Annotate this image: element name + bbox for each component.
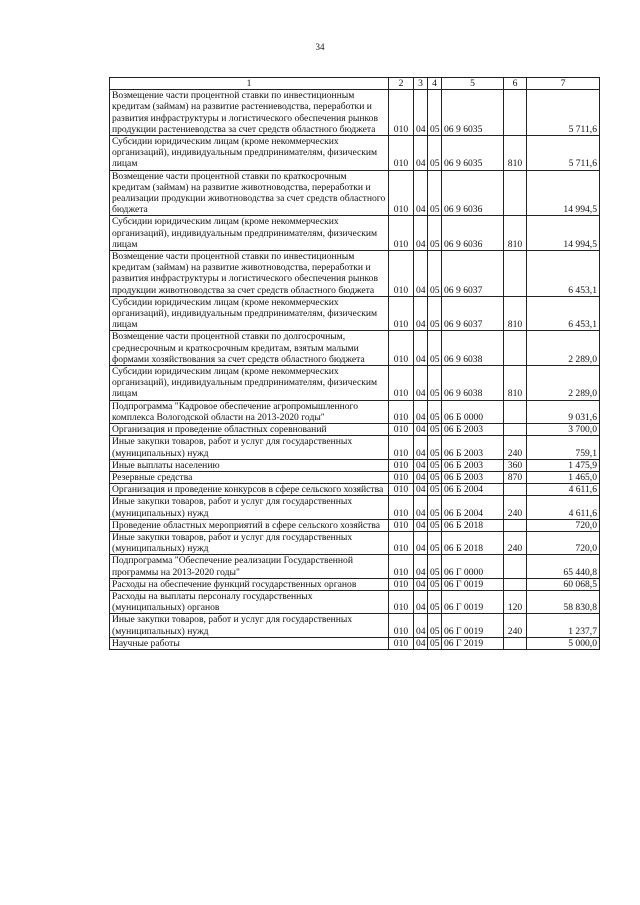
header-cell-target-article: 5 [442, 78, 504, 90]
row-section-cell: 04 [414, 90, 428, 136]
table-row [110, 400, 600, 423]
row-name-cell: Иные закупки товаров, работ и услуг для государственных (муниципальных) нужд [110, 436, 389, 459]
row-subsection-cell: 05 [428, 251, 442, 297]
row-amount-cell: 720,0 [527, 519, 600, 531]
row-name-cell: Субсидии юридическим лицам (кроме некоммерческих организаций), индивидуальным предпринимателям, физическим лицам [110, 136, 389, 171]
table-row [110, 436, 600, 459]
row-expense-type-cell: 810 [504, 296, 527, 331]
row-target-article-cell: 06 Б 2003 [442, 436, 504, 459]
row-name-cell: Возмещение части процентной ставки по долгосрочным, среднесрочным и краткосрочным кредитам, взятым малыми формами хозяйствования за счет средств областного бюджета [110, 331, 389, 366]
row-target-article-cell: 06 Б 2003 [442, 459, 504, 471]
row-subsection-cell: 05 [428, 471, 442, 483]
header-row [110, 78, 600, 90]
row-subsection-cell: 05 [428, 578, 442, 590]
row-expense-type-cell [504, 578, 527, 590]
row-subsection-cell: 05 [428, 484, 442, 496]
row-expense-type-cell [504, 251, 527, 297]
row-subsection-cell: 05 [428, 366, 442, 401]
row-section-cell: 04 [414, 637, 428, 649]
row-subsection-cell: 05 [428, 216, 442, 251]
row-target-article-cell: 06 Г 0019 [442, 590, 504, 613]
row-amount-cell: 759,1 [527, 436, 600, 459]
table-row [110, 331, 600, 366]
row-amount-cell: 4 611,6 [527, 496, 600, 519]
row-amount-cell: 2 289,0 [527, 331, 600, 366]
row-subsection-cell: 05 [428, 400, 442, 423]
table-row [110, 496, 600, 519]
row-section-cell: 04 [414, 400, 428, 423]
row-section-cell: 04 [414, 296, 428, 331]
row-grbs-cell: 010 [389, 459, 414, 471]
row-expense-type-cell: 360 [504, 459, 527, 471]
row-section-cell: 04 [414, 170, 428, 216]
header-cell-expense-type: 6 [504, 78, 527, 90]
row-amount-cell: 6 453,1 [527, 296, 600, 331]
row-section-cell: 04 [414, 555, 428, 578]
row-grbs-cell: 010 [389, 590, 414, 613]
row-grbs-cell: 010 [389, 578, 414, 590]
row-expense-type-cell [504, 424, 527, 436]
row-grbs-cell: 010 [389, 519, 414, 531]
row-subsection-cell: 05 [428, 296, 442, 331]
row-expense-type-cell [504, 555, 527, 578]
row-amount-cell: 58 830,8 [527, 590, 600, 613]
row-target-article-cell: 06 Г 0019 [442, 578, 504, 590]
row-name-cell: Резервные средства [110, 471, 389, 483]
row-grbs-cell: 010 [389, 90, 414, 136]
row-grbs-cell: 010 [389, 216, 414, 251]
row-target-article-cell: 06 9 6035 [442, 136, 504, 171]
row-target-article-cell: 06 Г 0000 [442, 555, 504, 578]
table-row [110, 531, 600, 554]
row-subsection-cell: 05 [428, 424, 442, 436]
row-section-cell: 04 [414, 614, 428, 637]
row-expense-type-cell [504, 331, 527, 366]
row-grbs-cell: 010 [389, 251, 414, 297]
row-amount-cell: 1 475,9 [527, 459, 600, 471]
row-target-article-cell: 06 Г 2019 [442, 637, 504, 649]
row-amount-cell: 1 237,7 [527, 614, 600, 637]
row-subsection-cell: 05 [428, 331, 442, 366]
row-expense-type-cell: 240 [504, 531, 527, 554]
row-target-article-cell: 06 Б 2018 [442, 531, 504, 554]
row-amount-cell: 2 289,0 [527, 366, 600, 401]
table-row [110, 484, 600, 496]
table-row [110, 555, 600, 578]
row-amount-cell: 5 711,6 [527, 90, 600, 136]
header-cell-subsection: 4 [428, 78, 442, 90]
row-section-cell: 04 [414, 471, 428, 483]
row-subsection-cell: 05 [428, 90, 442, 136]
row-amount-cell: 14 994,5 [527, 170, 600, 216]
row-subsection-cell: 05 [428, 136, 442, 171]
row-target-article-cell: 06 9 6036 [442, 216, 504, 251]
row-grbs-cell: 010 [389, 496, 414, 519]
row-expense-type-cell: 810 [504, 136, 527, 171]
row-section-cell: 04 [414, 519, 428, 531]
row-grbs-cell: 010 [389, 436, 414, 459]
row-amount-cell: 720,0 [527, 531, 600, 554]
row-grbs-cell: 010 [389, 555, 414, 578]
row-section-cell: 04 [414, 496, 428, 519]
page-number: 34 [315, 42, 325, 52]
header-cell-grbs: 2 [389, 78, 414, 90]
row-amount-cell: 6 453,1 [527, 251, 600, 297]
row-grbs-cell: 010 [389, 136, 414, 171]
row-amount-cell: 65 440,8 [527, 555, 600, 578]
row-section-cell: 04 [414, 251, 428, 297]
row-target-article-cell: 06 Б 0000 [442, 400, 504, 423]
row-section-cell: 04 [414, 216, 428, 251]
row-name-cell: Возмещение части процентной ставки по краткосрочным кредитам (займам) на развитие животноводства, переработки и реализации продукции животноводства за счет средств областного бюджета [110, 170, 389, 216]
table-row [110, 459, 600, 471]
row-expense-type-cell [504, 400, 527, 423]
row-expense-type-cell: 810 [504, 366, 527, 401]
row-expense-type-cell [504, 519, 527, 531]
row-amount-cell: 1 465,0 [527, 471, 600, 483]
row-section-cell: 04 [414, 578, 428, 590]
row-name-cell: Иные закупки товаров, работ и услуг для государственных (муниципальных) нужд [110, 614, 389, 637]
table-row [110, 90, 600, 136]
row-target-article-cell: 06 Г 0019 [442, 614, 504, 637]
row-subsection-cell: 05 [428, 459, 442, 471]
row-grbs-cell: 010 [389, 424, 414, 436]
row-amount-cell: 9 031,6 [527, 400, 600, 423]
row-name-cell: Расходы на выплаты персоналу государственных (муниципальных) органов [110, 590, 389, 613]
table-row [110, 614, 600, 637]
row-name-cell: Возмещение части процентной ставки по инвестиционным кредитам (займам) на развитие животноводства, переработки и развития инфраструктуры и логистического обеспечения рынков продукции животноводства за счет средств областного бюджета [110, 251, 389, 297]
row-expense-type-cell: 870 [504, 471, 527, 483]
row-section-cell: 04 [414, 136, 428, 171]
row-name-cell: Научные работы [110, 637, 389, 649]
table-row [110, 471, 600, 483]
row-expense-type-cell: 240 [504, 496, 527, 519]
row-amount-cell: 4 611,6 [527, 484, 600, 496]
row-subsection-cell: 05 [428, 496, 442, 519]
row-name-cell: Субсидии юридическим лицам (кроме некоммерческих организаций), индивидуальным предпринимателям, физическим лицам [110, 366, 389, 401]
row-amount-cell: 60 068,5 [527, 578, 600, 590]
row-grbs-cell: 010 [389, 531, 414, 554]
row-name-cell: Подпрограмма "Кадровое обеспечение агропромышленного комплекса Вологодской области на 2013-2020 годы" [110, 400, 389, 423]
table-row [110, 637, 600, 649]
row-name-cell: Субсидии юридическим лицам (кроме некоммерческих организаций), индивидуальным предпринимателям, физическим лицам [110, 296, 389, 331]
row-expense-type-cell [504, 170, 527, 216]
row-target-article-cell: 06 9 6038 [442, 366, 504, 401]
row-section-cell: 04 [414, 484, 428, 496]
row-name-cell: Субсидии юридическим лицам (кроме некоммерческих организаций), индивидуальным предпринимателям, физическим лицам [110, 216, 389, 251]
row-expense-type-cell: 120 [504, 590, 527, 613]
row-grbs-cell: 010 [389, 170, 414, 216]
table-row [110, 296, 600, 331]
row-name-cell: Расходы на обеспечение функций государственных органов [110, 578, 389, 590]
row-target-article-cell: 06 Б 2018 [442, 519, 504, 531]
row-name-cell: Проведение областных мероприятий в сфере сельского хозяйства [110, 519, 389, 531]
row-subsection-cell: 05 [428, 531, 442, 554]
row-subsection-cell: 05 [428, 170, 442, 216]
row-amount-cell: 5 000,0 [527, 637, 600, 649]
row-subsection-cell: 05 [428, 590, 442, 613]
header-cell-section: 3 [414, 78, 428, 90]
row-expense-type-cell: 810 [504, 216, 527, 251]
table-row [110, 251, 600, 297]
row-section-cell: 04 [414, 366, 428, 401]
row-expense-type-cell [504, 484, 527, 496]
row-section-cell: 04 [414, 590, 428, 613]
row-subsection-cell: 05 [428, 436, 442, 459]
table-row [110, 590, 600, 613]
row-grbs-cell: 010 [389, 296, 414, 331]
row-grbs-cell: 010 [389, 400, 414, 423]
row-target-article-cell: 06 9 6036 [442, 170, 504, 216]
row-subsection-cell: 05 [428, 614, 442, 637]
table-row [110, 170, 600, 216]
row-name-cell: Организация и проведение областных соревнований [110, 424, 389, 436]
row-expense-type-cell [504, 637, 527, 649]
row-section-cell: 04 [414, 531, 428, 554]
header-cell-name: 1 [110, 78, 389, 90]
row-target-article-cell: 06 9 6038 [442, 331, 504, 366]
row-amount-cell: 3 700,0 [527, 424, 600, 436]
row-grbs-cell: 010 [389, 484, 414, 496]
table-row [110, 366, 600, 401]
row-grbs-cell: 010 [389, 471, 414, 483]
table-row [110, 216, 600, 251]
row-expense-type-cell: 240 [504, 436, 527, 459]
row-name-cell: Иные закупки товаров, работ и услуг для государственных (муниципальных) нужд [110, 531, 389, 554]
row-section-cell: 04 [414, 436, 428, 459]
row-subsection-cell: 05 [428, 519, 442, 531]
row-name-cell: Организация и проведение конкурсов в сфере сельского хозяйства [110, 484, 389, 496]
row-section-cell: 04 [414, 331, 428, 366]
row-grbs-cell: 010 [389, 331, 414, 366]
header-cell-amount: 7 [527, 78, 600, 90]
row-section-cell: 04 [414, 424, 428, 436]
row-target-article-cell: 06 Б 2004 [442, 484, 504, 496]
row-subsection-cell: 05 [428, 637, 442, 649]
row-target-article-cell: 06 Б 2003 [442, 471, 504, 483]
row-section-cell: 04 [414, 459, 428, 471]
budget-table [109, 77, 600, 650]
table-row [110, 136, 600, 171]
table-row [110, 578, 600, 590]
row-name-cell: Иные выплаты населению [110, 459, 389, 471]
row-name-cell: Возмещение части процентной ставки по инвестиционным кредитам (займам) на развитие растениеводства, переработки и развития инфраструктуры и логистического обеспечения рынков продукции растениеводства за счет средств областного бюджета [110, 90, 389, 136]
row-expense-type-cell [504, 90, 527, 136]
row-grbs-cell: 010 [389, 614, 414, 637]
row-grbs-cell: 010 [389, 637, 414, 649]
row-target-article-cell: 06 Б 2003 [442, 424, 504, 436]
row-subsection-cell: 05 [428, 555, 442, 578]
row-target-article-cell: 06 9 6035 [442, 90, 504, 136]
row-name-cell: Иные закупки товаров, работ и услуг для государственных (муниципальных) нужд [110, 496, 389, 519]
row-name-cell: Подпрограмма "Обеспечение реализации Государственной программы на 2013-2020 годы" [110, 555, 389, 578]
row-expense-type-cell: 240 [504, 614, 527, 637]
row-grbs-cell: 010 [389, 366, 414, 401]
row-target-article-cell: 06 9 6037 [442, 296, 504, 331]
row-target-article-cell: 06 9 6037 [442, 251, 504, 297]
row-amount-cell: 14 994,5 [527, 216, 600, 251]
row-amount-cell: 5 711,6 [527, 136, 600, 171]
table-row [110, 424, 600, 436]
table-row [110, 519, 600, 531]
row-target-article-cell: 06 Б 2004 [442, 496, 504, 519]
table-body [110, 78, 600, 650]
